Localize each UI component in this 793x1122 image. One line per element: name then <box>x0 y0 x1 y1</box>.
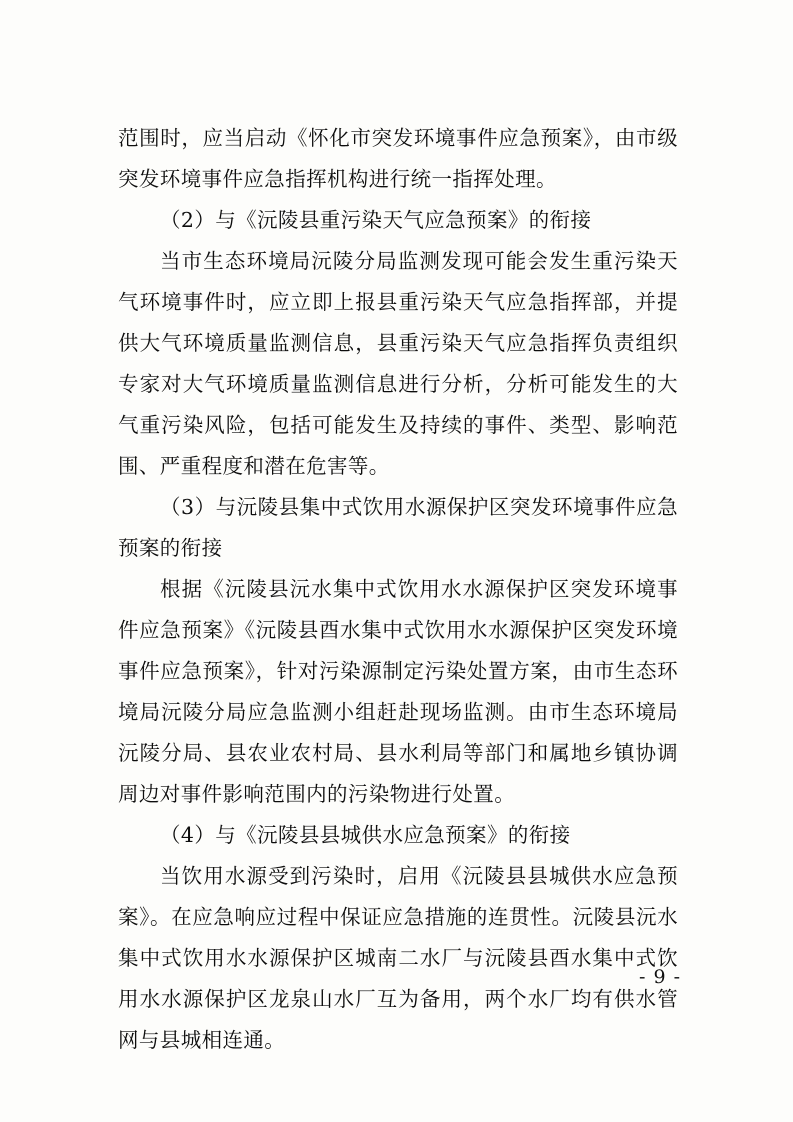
page-number: - 9 - <box>638 966 681 988</box>
paragraph: 当饮用水源受到污染时，启用《沅陵县县城供水应急预案》。在应急响应过程中保证应急措施的连贯性。沅陵县沅水集中式饮用水水源保护区城南二水厂与沅陵县酉水集中式饮用水水源保护区龙泉山水厂互为备用，两个水厂均有供水管网与县城相连通。 <box>118 864 678 1052</box>
paragraph: 当市生态环境局沅陵分局监测发现可能会发生重污染天气环境事件时，应立即上报县重污染天气应急指挥部，并提供大气环境质量监测信息，县重污染天气应急指挥负责组织专家对大气环境质量监测信息进行分析，分析可能发生的大气重污染风险，包括可能发生及持续的事件、类型、影响范围、严重程度和潜在危害等。 <box>118 249 678 478</box>
paragraph: （4）与《沅陵县县城供水应急预案》的衔接 <box>160 823 571 847</box>
paragraph: （3）与沅陵县集中式饮用水源保护区突发环境事件应急预案的衔接 <box>118 495 678 560</box>
paragraph: 范围时，应当启动《怀化市突发环境事件应急预案》，由市级突发环境事件应急指挥机构进行统一指挥处理。 <box>118 126 678 191</box>
paragraph: 根据《沅陵县沅水集中式饮用水水源保护区突发环境事件应急预案》《沅陵县酉水集中式饮用水水源保护区突发环境事件应急预案》，针对污染源制定污染处置方案，由市生态环境局沅陵分局应急监测小组赶赴现场监测。由市生态环境局沅陵分局、县农业农村局、县水利局等部门和属地乡镇协调周边对事件影响范围内的污染物进行处置。 <box>118 577 678 806</box>
paragraph: （2）与《沅陵县重污染天气应急预案》的衔接 <box>160 208 592 232</box>
page-body <box>118 118 678 1061</box>
